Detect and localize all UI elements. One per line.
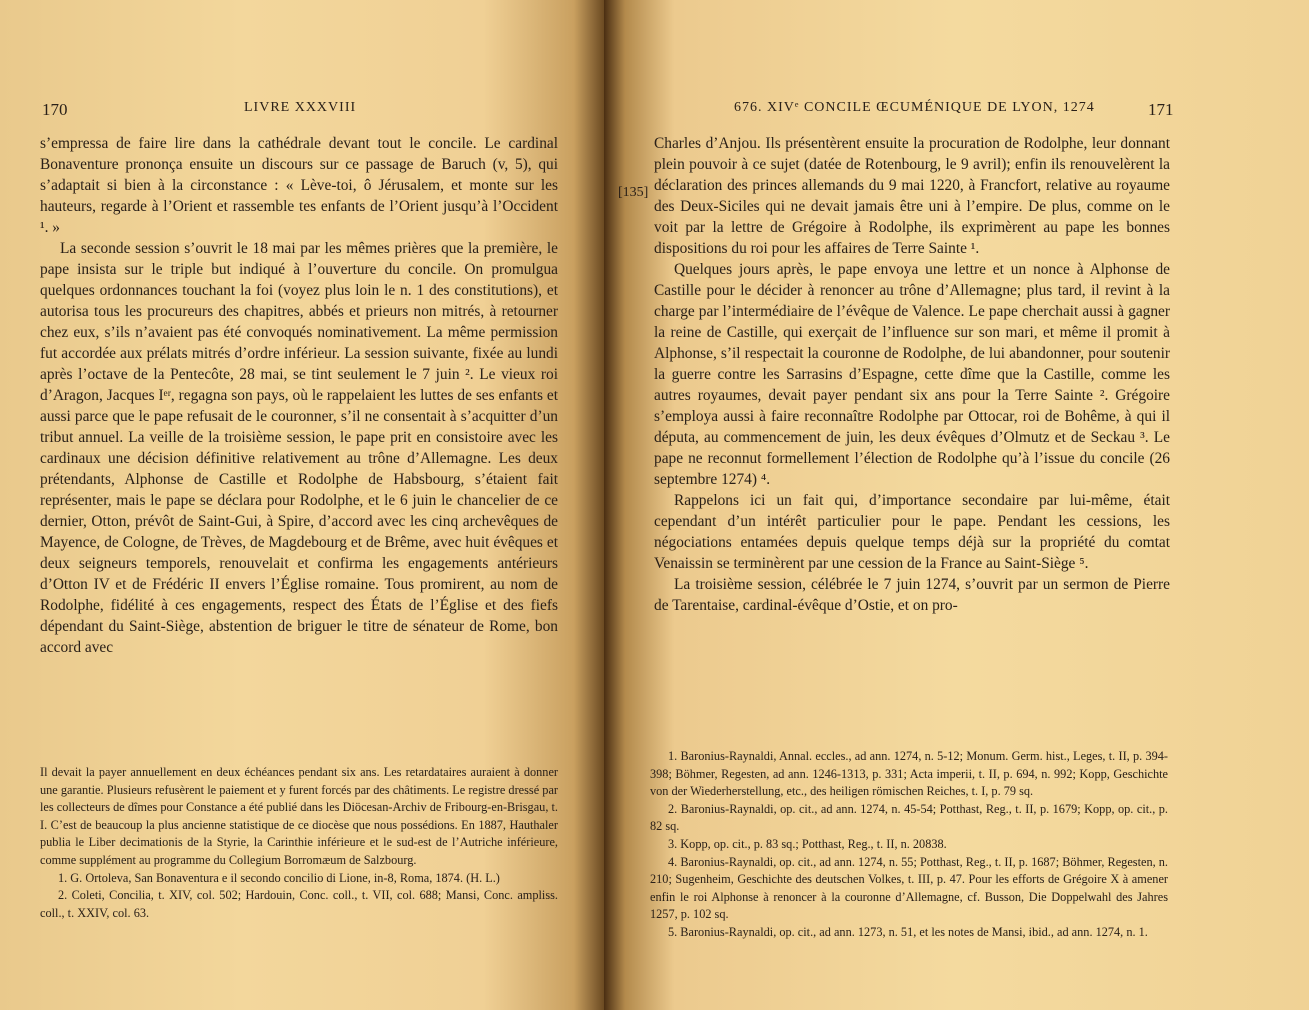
footnote: 4. Baronius-Raynaldi, op. cit., ad ann. 1274, n. 55; Potthast, Reg., t. II, p. 1687; Böhmer, Regesten, n. 210; Sugenheim, Geschichte des deutschen Volkes, t. III, p. 47. Pour les efforts de Grégoire X à amener enfin le roi Alphonse à renoncer à la couronne d’Allemagne, cf. Busson, Die Doppelwahl des Jahres 1257, p. 102 sq.	[650, 854, 1168, 922]
left-running-head: LIVRE XXXVIII	[244, 100, 357, 115]
left-paragraph: La seconde session s’ouvrit le 18 mai par les mêmes prières que la première, le pape insista sur le triple but indiqué à l’ouverture du concile. On promulgua quelques ordonnances touchant la foi (voyez plus loin le n. 1 des constitutions), et autorisa tous les procureurs des chapitres, abbés et prieurs non mitrés, à retourner chez eux, s’ils n’avaient pas été convoqués nominativement. La même permission fut accordée aux prélats mitrés d’ordre inférieur. La session suivante, fixée au lundi après l’octave de la Pentecôte, 28 mai, se tint seulement le 7 juin ². Le vieux roi d’Aragon, Jacques Iᵉʳ, regagna son pays, où le rappelaient les luttes de ses enfants et aussi parce que le pape refusait de le couronner, s’il ne consentait à s’acquitter d’un tribut annuel. La veille de la troisième session, le pape prit en consistoire avec les cardinaux une décision définitive relativement au trône d’Allemagne. Les deux prétendants, Alphonse de Castille et Rodolphe de Habsbourg, s’étaient fait représenter, mais le pape se déclara pour Rodolphe, et le 6 juin le chancelier de ce dernier, Otton, prévôt de Saint-Gui, à Spire, d’accord avec les cinq archevêques de Mayence, de Cologne, de Trèves, de Magdebourg et de Brême, avec huit évêques et deux seigneurs temporels, renouvelait et confirma les engagements antérieurs d’Otton IV et de Frédéric II envers l’Église romaine. Tous promirent, au nom de Rodolphe, fidélité à ces engagements, respect des États de l’Église et des fiefs dépendant du Saint-Siège, abstention de briguer le titre de sénateur de Rome, bon accord avec	[40, 240, 558, 656]
right-paragraph: La troisième session, célébrée le 7 juin 1274, s’ouvrit par un sermon de Pierre de Tarentaise, cardinal-évêque d’Ostie, et on pro-	[654, 576, 1170, 614]
right-page-number: 171	[1148, 100, 1174, 119]
marginal-marker: [135]	[618, 185, 649, 200]
footnote: 5. Baronius-Raynaldi, op. cit., ad ann. 1273, n. 51, et les notes de Mansi, ibid., ad ann. 1274, n. 1.	[668, 924, 1148, 939]
footnote: 2. Baronius-Raynaldi, op. cit., ad ann. 1274, n. 45-54; Potthast, Reg., t. II, p. 1679; Kopp, op. cit., p. 82 sq.	[650, 801, 1168, 834]
left-footnotes	[40, 764, 558, 922]
left-paragraph: s’empressa de faire lire dans la cathédrale devant tout le concile. Le cardinal Bonaventure prononça ensuite un discours sur ce passage de Baruch (v, 5), qui s’adaptait si bien à la circonstance : « Lève-toi, ô Jérusalem, et monte sur les hauteurs, regarde à l’Orient et rassemble tes enfants de l’Orient jusqu’à l’Occident ¹. »	[40, 135, 558, 236]
right-paragraph: Quelques jours après, le pape envoya une lettre et un nonce à Alphonse de Castille pour le décider à renoncer au trône d’Allemagne; plus tard, il revint à la charge par l’intermédiaire de l’évêque de Valence. Le pape cherchait aussi à gagner la reine de Castille, qui exerçait de l’influence sur son mari, et même il promit à Alphonse, s’il respectait la couronne de Rodolphe, de lui abandonner, pour soutenir la guerre contre les Sarrasins d’Espagne, cette dîme que la Castille, comme les autres royaumes, devait payer pendant six ans pour la Terre Sainte ². Grégoire s’employa aussi à faire reconnaître Rodolphe par Ottocar, roi de Bohême, à qui il députa, au commencement de juin, les deux évêques d’Olmutz et de Seckau ³. Le pape ne reconnut formellement l’élection de Rodolphe qu’à l’issue du concile (26 septembre 1274) ⁴.	[654, 261, 1170, 488]
right-page	[604, 0, 1309, 1010]
footnote: Il devait la payer annuellement en deux échéances pendant six ans. Les retardataires auraient à donner une garantie. Plusieurs refusèrent le paiement et y furent forcés par des châtiments. Le registre dressé par les collecteurs de dîmes pour Constance a été publié dans les Diöcesan-Archiv de Fribourg-en-Brisgau, t. I. C’est de beaucoup la plus ancienne statistique de ce diocèse que nous possédions. En 1887, Hauthaler publia le Liber decimationis de la Styrie, la Carinthie inférieure et le sud-est de l’Autriche inférieure, comme supplément au programme du Collegium Borromæum de Salzbourg.	[40, 765, 558, 867]
right-paragraph: Rappelons ici un fait qui, d’importance secondaire par lui-même, était cependant d’un intérêt particulier pour le pape. Pendant les cessions, les négociations entamées depuis quelque temps déjà sur la propriété du comtat Venaissin se terminèrent par une cession de la France au Saint-Siège ⁵.	[654, 492, 1170, 572]
left-page-number: 170	[42, 100, 68, 119]
right-footnotes	[650, 748, 1168, 942]
left-body-text	[40, 133, 558, 658]
left-page	[0, 0, 604, 1010]
footnote: 1. G. Ortoleva, San Bonaventura e il secondo concilio di Lione, in-8, Roma, 1874. (H. L.)	[58, 870, 500, 885]
right-body-text	[654, 133, 1170, 616]
right-running-head: 676. XIVᵉ CONCILE ŒCUMÉNIQUE DE LYON, 1274	[734, 100, 1095, 115]
right-paragraph: Charles d’Anjou. Ils présentèrent ensuite la procuration de Rodolphe, leur donnant plein pouvoir à ce sujet (datée de Rotenbourg, le 9 avril); enfin ils renouvelèrent la déclaration des princes allemands du 9 mai 1220, à Francfort, relative au royaume des Deux-Siciles qui ne devait jamais être uni à l’empire. De plus, comme on le voit par la lettre de Grégoire à Rodolphe, ils exprimèrent au pape les bonnes dispositions du roi pour les affaires de Terre Sainte ¹.	[654, 135, 1170, 257]
footnote: 3. Kopp, op. cit., p. 83 sq.; Potthast, Reg., t. II, n. 20838.	[668, 836, 947, 851]
footnote: 2. Coleti, Concilia, t. XIV, col. 502; Hardouin, Conc. coll., t. VII, col. 688; Mansi, Conc. ampliss. coll., t. XXIV, col. 63.	[40, 888, 558, 920]
footnote: 1. Baronius-Raynaldi, Annal. eccles., ad ann. 1274, n. 5-12; Monum. Germ. hist., Leges, t. II, p. 394-398; Böhmer, Regesten, ad ann. 1246-1313, p. 331; Acta imperii, t. II, p. 694, n. 992; Kopp, Geschichte von der Wiederherstellung, etc., des heiligen römischen Reiches, t. I, p. 79 sq.	[650, 749, 1168, 799]
